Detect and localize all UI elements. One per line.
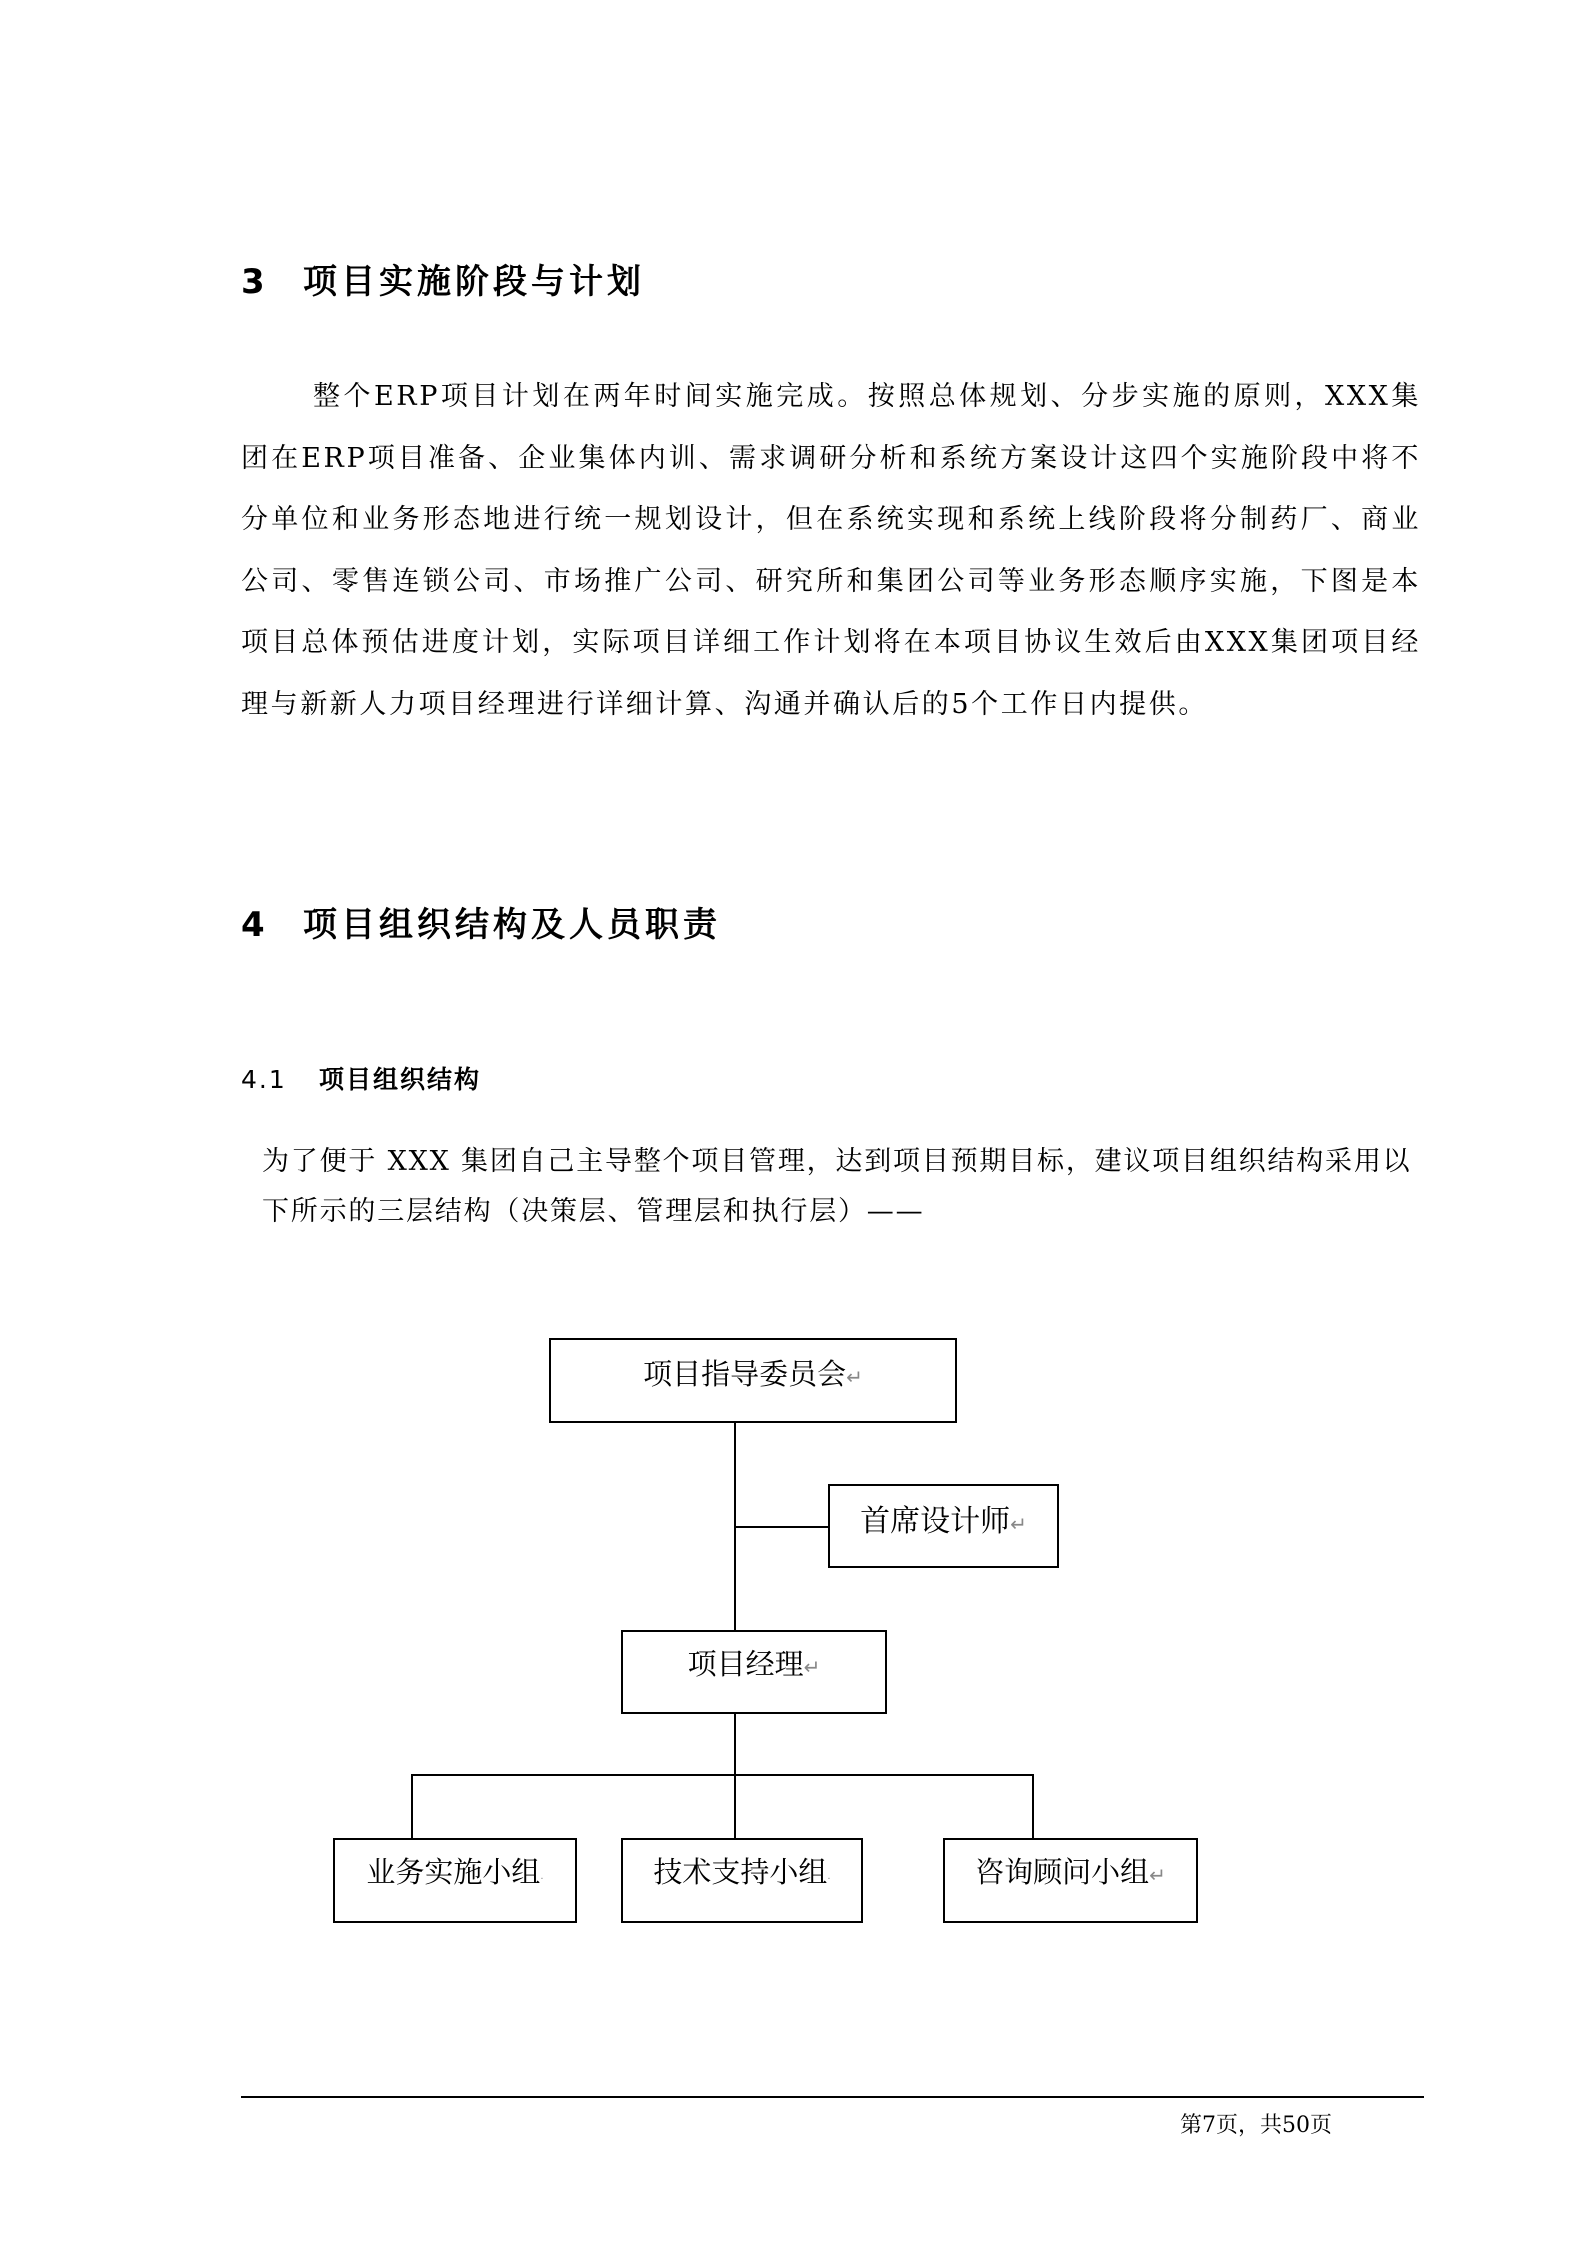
node-label: 咨询顾问小组: [975, 1855, 1150, 1889]
section-4-1-paragraph: 为了便于 XXX 集团自己主导整个项目管理，达到项目预期目标，建议项目组织结构采用以下所示的三层结构（决策层、管理层和执行层）——: [262, 1146, 1412, 1227]
node-consulting-team: [943, 1838, 1198, 1923]
node-label: 首席设计师: [860, 1504, 1011, 1539]
node-steering-committee: [549, 1338, 957, 1423]
section-title: 项目实施阶段与计划: [303, 262, 645, 302]
paragraph-mark-icon: ↵: [1010, 1512, 1027, 1536]
section-3-paragraph: 整个ERP项目计划在两年时间实施完成。按照总体规划、分步实施的原则，XXX集团在ERP项目准备、企业集体内训、需求调研分析和系统方案设计这四个实施阶段中将不分单位和业务形态地进行统一规划设计，但在系统实现和系统上线阶段将分制药厂、商业公司、零售连锁公司、市场推广公司、研究所和集团公司等业务形态顺序实施，下图是本项目总体预估进度计划，实际项目详细工作计划将在本项目协议生效后由XXX集团项目经理与新新人力项目经理进行详细计算、沟通并确认后的5个工作日内提供。: [241, 381, 1421, 720]
node-tech-team: [621, 1838, 863, 1923]
node-project-manager: [621, 1630, 887, 1714]
node-label: 项目经理: [687, 1647, 804, 1681]
connector-manager-down: [734, 1713, 736, 1776]
paragraph-mark-icon: ↵: [803, 1655, 821, 1679]
node-label: 技术支持小组: [653, 1855, 828, 1889]
section-title: 项目组织结构: [319, 1065, 482, 1094]
section-title: 项目组织结构及人员职责: [303, 905, 721, 945]
paragraph-mark-icon: ↵: [1149, 1863, 1166, 1887]
paragraph-mark-icon: ·: [540, 1874, 544, 1885]
section-number: 4: [241, 905, 269, 945]
paragraph-mark-icon: ↵: [846, 1365, 863, 1389]
node-business-team: [333, 1838, 577, 1923]
paragraph-mark-icon: ·: [827, 1874, 831, 1885]
section-4-1-heading: [241, 1060, 481, 1096]
connector-to-consulting-team: [1032, 1774, 1034, 1838]
footer-divider: [241, 2096, 1424, 2098]
page-number: 第7页，共50页: [1180, 2113, 1332, 2138]
connector-to-tech-team: [734, 1774, 736, 1838]
section-3-heading: [241, 254, 645, 303]
connector-horizontal-bus: [411, 1774, 1034, 1776]
section-4-heading: [241, 897, 721, 946]
section-number: 4.1: [241, 1065, 287, 1094]
section-number: 3: [241, 262, 269, 302]
node-label: 业务实施小组: [366, 1855, 541, 1889]
node-label: 项目指导委员会: [643, 1357, 847, 1391]
connector-to-business-team: [411, 1774, 413, 1838]
node-chief-designer: [828, 1484, 1059, 1568]
connector-to-chief-designer: [734, 1526, 828, 1528]
